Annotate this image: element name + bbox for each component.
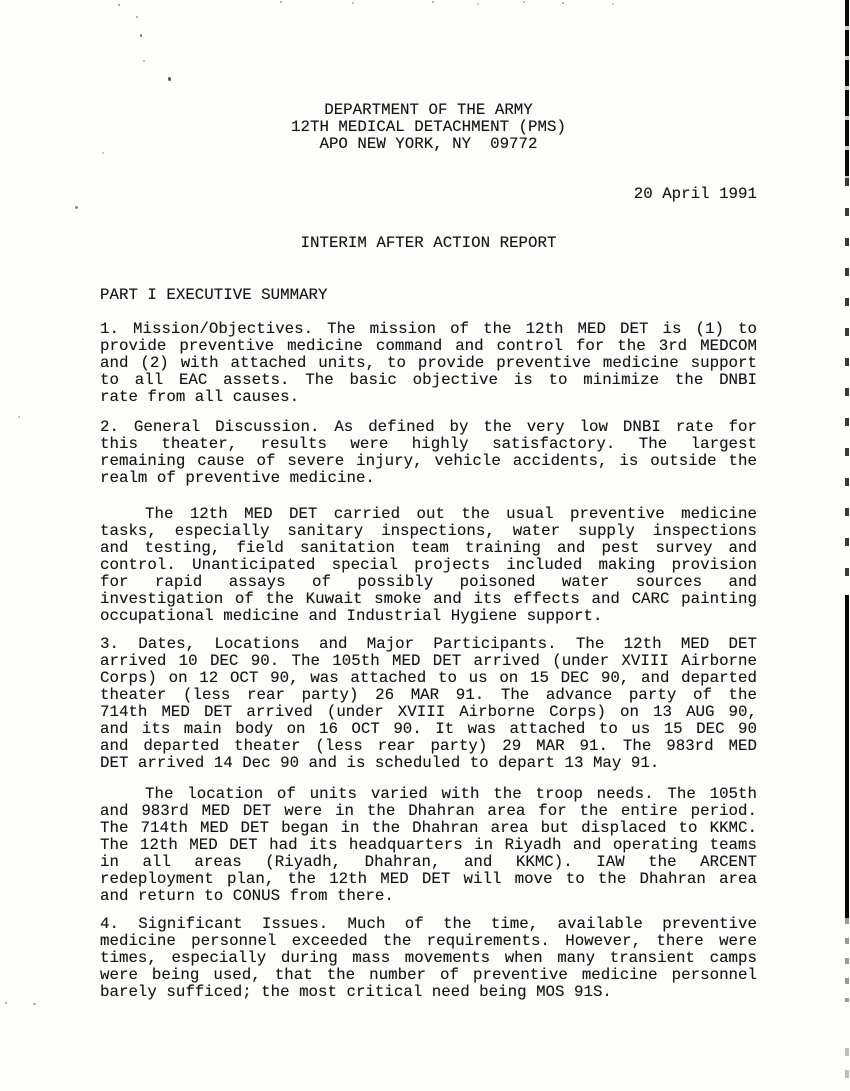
paragraph-2 <box>100 419 757 487</box>
scan-edge-artifact <box>845 1048 849 1084</box>
body-line: occupational medicine and Industrial Hygiene support. <box>100 607 603 625</box>
body-line: times, especially during mass movements when many transient camps <box>100 949 757 967</box>
scan-speck <box>143 60 145 62</box>
scan-speck <box>136 16 138 18</box>
scan-speck <box>118 4 120 6</box>
body-line: 3. Dates, Locations and Major Participants. The 12th MED DET <box>100 635 757 653</box>
scan-speck <box>75 206 78 209</box>
body-line: provide preventive medicine command and control for the 3rd MEDCOM <box>100 337 757 355</box>
letterhead-line-unit: 12TH MEDICAL DETACHMENT (PMS) <box>291 118 566 136</box>
body-line: arrived 10 DEC 90. The 105th MED DET arrived (under XVIII Airborne <box>100 652 757 670</box>
body-line: and return to CONUS from there. <box>100 887 394 905</box>
scan-speck <box>432 1 434 3</box>
body-line: in all areas (Riyadh, Dhahran, and KKMC). IAW the ARCENT <box>100 853 757 871</box>
body-line: barely sufficed; the most critical need being MOS 91S. <box>100 983 612 1001</box>
scan-speck <box>5 1002 7 1004</box>
body-line: tasks, especially sanitary inspections, water supply inspections <box>100 522 757 540</box>
body-line: and departed theater (less rear party) 29 MAR 91. The 983rd MED <box>100 737 757 755</box>
body-line: for rapid assays of possibly poisoned water sources and <box>100 573 757 591</box>
scan-speck <box>477 3 479 5</box>
scan-speck <box>612 3 614 5</box>
paragraph-4 <box>100 636 757 772</box>
document-title: INTERIM AFTER ACTION REPORT <box>300 234 557 252</box>
body-line: rate from all causes. <box>100 388 300 406</box>
paragraph-1 <box>100 321 757 406</box>
body-line: to all EAC assets. The basic objective is to minimize the DNBI <box>100 371 757 389</box>
body-line: realm of preventive medicine. <box>100 469 375 487</box>
letterhead-line-address: APO NEW YORK, NY 09772 <box>319 135 538 153</box>
section-heading: PART I EXECUTIVE SUMMARY <box>100 286 328 304</box>
body-line: 4. Significant Issues. Much of the time, available preventive <box>100 915 757 933</box>
body-line: this theater, results were highly satisfactory. The largest <box>100 435 757 453</box>
body-line: Corps) on 12 OCT 90, was attached to us on 15 DEC 90, and departed <box>100 669 757 687</box>
body-line: and (2) with attached units, to provide preventive medicine support <box>100 354 757 372</box>
body-line: 1. Mission/Objectives. The mission of the 12th MED DET is (1) to <box>100 320 757 338</box>
body-line: 2. General Discussion. As defined by the very low DNBI rate for <box>100 418 757 436</box>
body-line: The 12th MED DET carried out the usual preventive medicine <box>145 505 757 523</box>
letterhead-line-department: DEPARTMENT OF THE ARMY <box>324 101 533 119</box>
body-line: investigation of the Kuwait smoke and its effects and CARC painting <box>100 590 757 608</box>
scan-speck <box>168 77 171 81</box>
scan-speck <box>562 2 564 4</box>
scan-speck <box>140 34 142 37</box>
scan-speck <box>280 1 282 3</box>
scan-edge-artifact <box>845 178 849 595</box>
body-line: and 983rd MED DET were in the Dhahran area for the entire period. <box>100 802 757 820</box>
body-line: theater (less rear party) 26 MAR 91. The advance party of the <box>100 686 757 704</box>
body-line: and testing, field sanitation team training and pest survey and <box>100 539 757 557</box>
paragraph-6 <box>100 916 757 1001</box>
scan-speck <box>33 1003 36 1005</box>
body-line: redeployment plan, the 12th MED DET will move to the Dhahran area <box>100 870 757 888</box>
body-line: control. Unanticipated special projects included making provision <box>100 556 757 574</box>
body-line: The location of units varied with the troop needs. The 105th <box>145 785 757 803</box>
body-line: medicine personnel exceeded the requirements. However, there were <box>100 932 757 950</box>
document-date: 20 April 1991 <box>633 185 757 203</box>
letterhead <box>100 102 757 153</box>
paragraph-5 <box>100 786 757 905</box>
scan-edge-artifact <box>845 0 849 178</box>
body-line: DET arrived 14 Dec 90 and is scheduled to depart 13 May 91. <box>100 754 660 772</box>
body-line: The 12th MED DET had its headquarters in Riyadh and operating teams <box>100 836 757 854</box>
scan-speck <box>352 2 354 4</box>
paragraph-3 <box>100 506 757 625</box>
body-line: 714th MED DET arrived (under XVIII Airborne Corps) on 13 AUG 90, <box>100 703 757 721</box>
body-line: remaining cause of severe injury, vehicle accidents, is outside the <box>100 452 757 470</box>
scan-edge-artifact <box>845 595 849 918</box>
body-line: The 714th MED DET began in the Dhahran area but displaced to KKMC. <box>100 819 757 837</box>
scan-speck <box>102 152 104 154</box>
scan-speck <box>18 416 20 418</box>
body-line: and its main body on 16 OCT 90. It was attached to us 15 DEC 90 <box>100 720 757 738</box>
scan-speck <box>523 1 525 3</box>
scan-edge-artifact <box>845 918 849 1002</box>
body-line: were being used, that the number of preventive medicine personnel <box>100 966 757 984</box>
